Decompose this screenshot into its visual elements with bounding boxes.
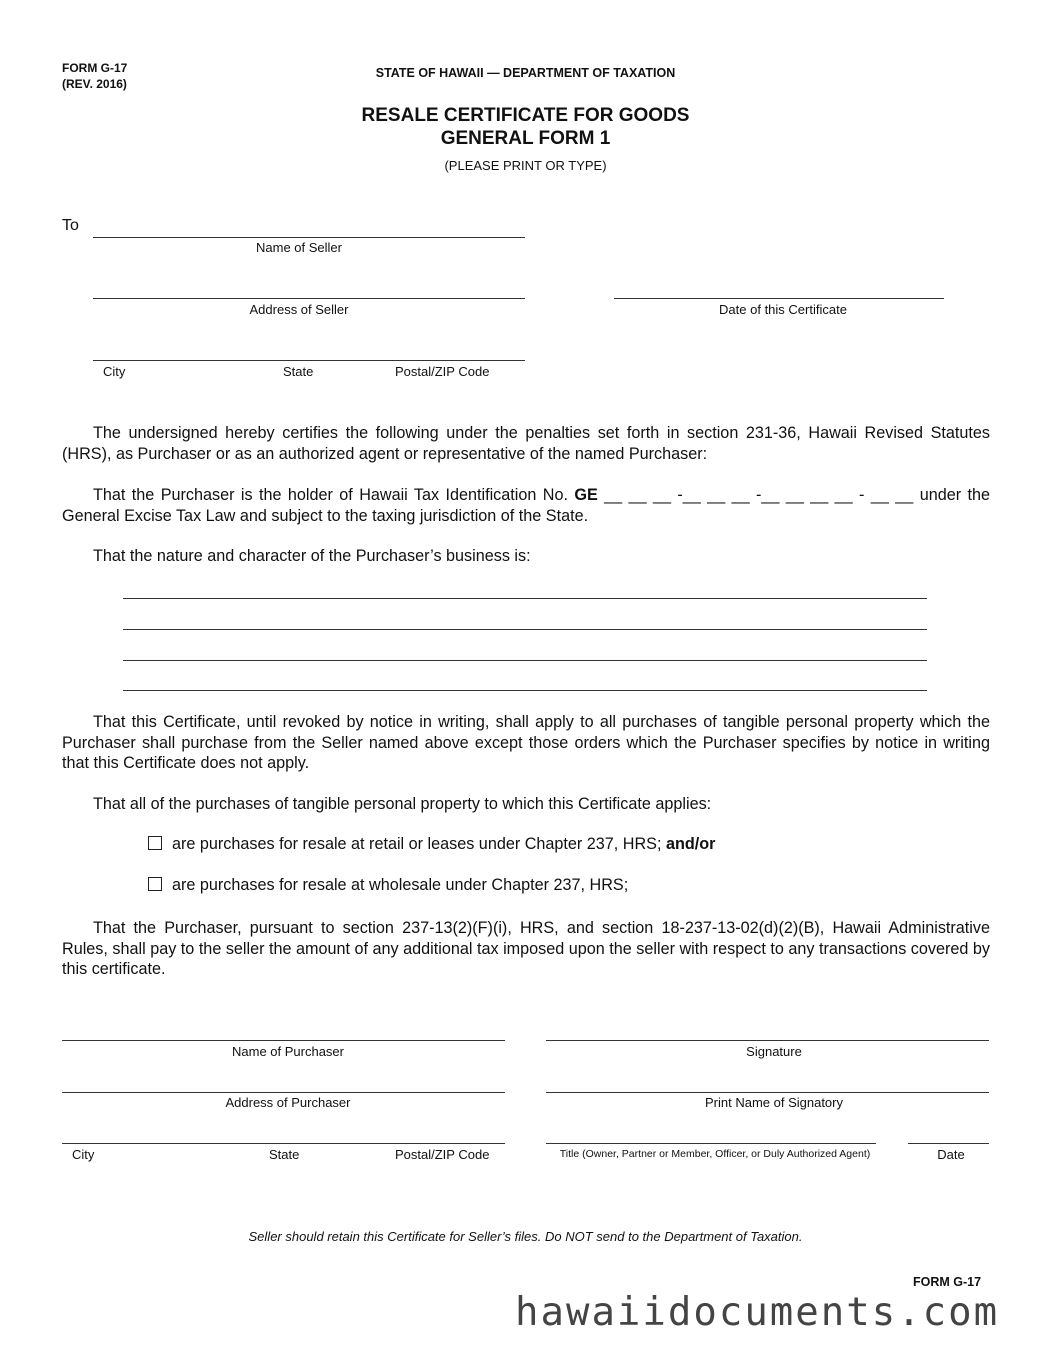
seller-address-label: Address of Seller [249, 302, 349, 317]
wholesale-checkbox[interactable] [148, 877, 162, 891]
seller-city-state-zip-field[interactable] [93, 360, 525, 361]
business-nature-paragraph [62, 546, 990, 567]
tax-id-text-pre: That the Purchaser is the holder of Hawaii Tax Identification No. [93, 486, 568, 504]
form-title [0, 104, 1051, 150]
certification-text: The undersigned hereby certifies the following under the penalties set forth in section 231-36, Hawaii Revised Statutes (HRS), as Purchaser or as an authorized agent or representative of the named Purchaser: [62, 424, 990, 463]
applicability-text: That all of the purchases of tangible personal property to which this Certificate applies: [93, 795, 712, 813]
tax-id-text-post: under the General Excise Tax Law and subject to the taxing jurisdiction of the State. [62, 486, 990, 525]
seller-zip-label: Postal/ZIP Code [395, 364, 490, 379]
purchaser-name-field[interactable] [62, 1040, 505, 1041]
print-name-field[interactable] [546, 1092, 989, 1093]
signature-field[interactable] [546, 1040, 989, 1041]
seller-name-label: Name of Seller [256, 240, 342, 255]
retail-checkbox[interactable] [148, 836, 162, 850]
wholesale-option [148, 876, 628, 895]
tax-id-blanks[interactable]: __ __ __ -__ __ __ -__ __ __ __ - __ __ [604, 486, 914, 504]
additional-tax-paragraph [62, 918, 990, 980]
purchaser-city-state-zip-field[interactable] [62, 1143, 505, 1144]
form-number: FORM G-17 [62, 61, 128, 75]
business-line-2[interactable] [123, 629, 927, 630]
tax-id-prefix: GE [574, 486, 598, 504]
site-watermark: hawaiidocuments.com [515, 1290, 1000, 1335]
business-line-3[interactable] [123, 660, 927, 661]
to-label: To [62, 217, 79, 234]
print-name-label: Print Name of Signatory [704, 1095, 843, 1110]
form-title-line2: GENERAL FORM 1 [440, 128, 611, 149]
print-instruction: (PLEASE PRINT OR TYPE) [444, 158, 607, 173]
revocation-text: That this Certificate, until revoked by notice in writing, shall apply to all purchases of tangible personal property which the Purchaser shall purchase from the Seller named above except those orders which the Purchaser specifies by notice in writing that this Certificate does not apply. [62, 713, 990, 772]
business-nature-text: That the nature and character of the Purchaser’s business is: [93, 547, 531, 565]
additional-tax-text: That the Purchaser, pursuant to section 237-13(2)(F)(i), HRS, and section 18-237-13-02(d)(2)(B), Hawaii Administrative Rules, shall pay to the seller the amount of any additional tax imposed upon the seller with respect to any transactions covered by this certificate. [62, 919, 990, 978]
purchaser-zip-label: Postal/ZIP Code [395, 1147, 490, 1162]
retail-option-andor: and/or [665, 835, 716, 853]
purchaser-address-label: Address of Purchaser [225, 1095, 351, 1110]
retention-note: Seller should retain this Certificate for Seller’s files. Do NOT send to the Department of Taxation. [248, 1229, 803, 1244]
revocation-paragraph [62, 712, 990, 774]
signature-date-field[interactable] [908, 1143, 989, 1144]
signature-label: Signature [746, 1044, 802, 1059]
certificate-date-field[interactable] [614, 298, 944, 299]
business-line-1[interactable] [123, 598, 927, 599]
seller-address-field[interactable] [93, 298, 525, 299]
signatory-title-label: Title (Owner, Partner or Member, Officer, or Duly Authorized Agent) [559, 1148, 871, 1160]
form-title-line1: RESALE CERTIFICATE FOR GOODS [361, 105, 690, 126]
applicability-paragraph [62, 794, 990, 815]
form-revision: (REV. 2016) [62, 77, 127, 91]
purchaser-name-label: Name of Purchaser [232, 1044, 344, 1059]
purchaser-state-label: State [269, 1147, 300, 1162]
signatory-title-field[interactable] [546, 1143, 876, 1144]
certificate-date-label: Date of this Certificate [719, 302, 847, 317]
signature-date-label: Date [937, 1147, 965, 1162]
agency-name: STATE OF HAWAII — DEPARTMENT OF TAXATION [375, 66, 676, 80]
retail-option [148, 835, 715, 854]
retail-option-text: are purchases for resale at retail or leases under Chapter 237, HRS; [172, 835, 662, 853]
wholesale-option-text: are purchases for resale at wholesale under Chapter 237, HRS; [172, 876, 629, 894]
seller-name-field[interactable] [93, 237, 525, 238]
footer-form-number: FORM G-17 [913, 1275, 982, 1289]
seller-city-label: City [103, 364, 126, 379]
business-line-4[interactable] [123, 690, 927, 691]
certification-paragraph [62, 423, 990, 464]
purchaser-city-label: City [72, 1147, 95, 1162]
purchaser-address-field[interactable] [62, 1092, 505, 1093]
seller-state-label: State [283, 364, 314, 379]
tax-id-paragraph [62, 485, 990, 526]
